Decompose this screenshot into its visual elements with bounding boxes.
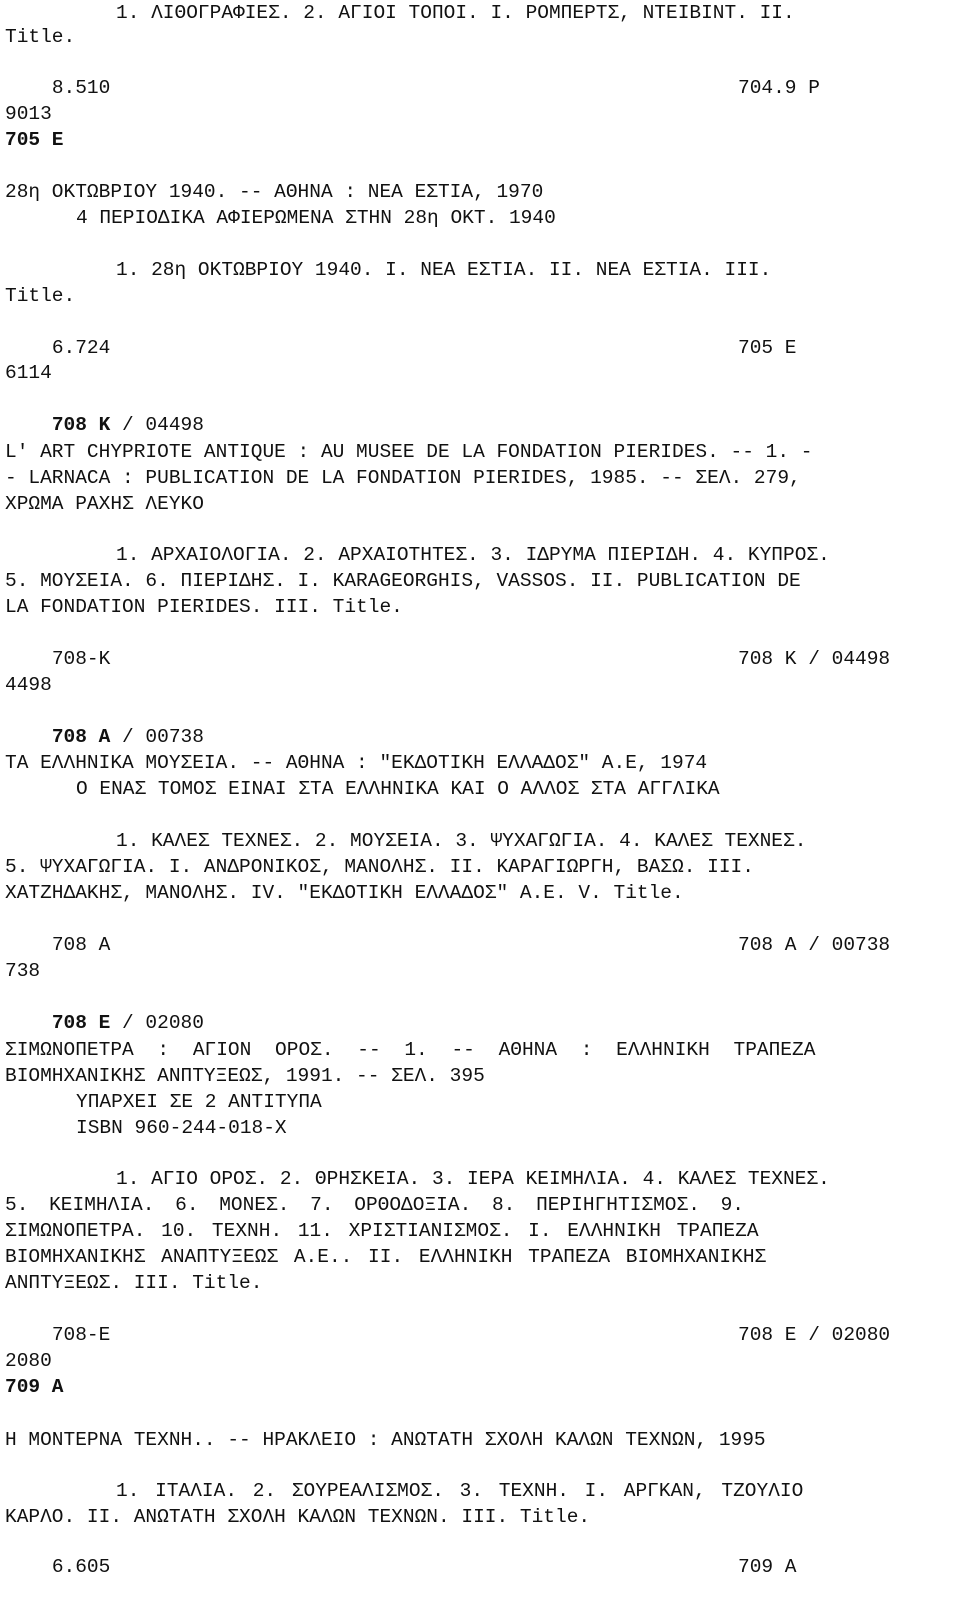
classification-line bbox=[5, 1296, 955, 1346]
shelf-mark: 704.9 Ρ bbox=[738, 77, 820, 99]
subject-line: ΧΑΤΖΗΔΑΚΗΣ, ΜΑΝΟΛΗΣ. IV. "ΕΚΔΟΤΙΚΗ ΕΛΛΑΔΟΣ" Α.Ε. V. Title. bbox=[5, 882, 684, 904]
call-number: 8.510 bbox=[51, 77, 111, 99]
subject-line: ΒΙΟΜΗΧΑΝΙΚΗΣ ΑΝΑΠΤΥΞΕΩΣ Α.Ε.. II. ΕΛΛΗΝΙΚΗ ΤΡΑΠΕΖΑ ΒΙΟΜΗΧΑΝΙΚΗΣ bbox=[5, 1246, 767, 1268]
note-line: Ο ΕΝΑΣ ΤΟΜΟΣ ΕΙΝΑΙ ΣΤΑ ΕΛΛΗΝΙΚΑ ΚΑΙ Ο ΑΛΛΟΣ ΣΤΑ ΑΓΓΛΙΚΑ bbox=[76, 778, 720, 800]
shelf-mark: 708 Ε / 02080 bbox=[738, 1324, 891, 1346]
record-shelf-mark: 705 Ε bbox=[5, 129, 64, 151]
title-line: 28η ΟΚΤΩΒΡΙΟΥ 1940. -- ΑΘΗΝΑ : ΝΕΑ ΕΣΤΙΑ, 1970 bbox=[5, 181, 544, 203]
shelf-number: / 00738 bbox=[110, 726, 204, 748]
classification-line bbox=[5, 906, 955, 956]
classification-line bbox=[5, 49, 955, 99]
record-id: 4498 bbox=[5, 674, 52, 696]
note-line: ΥΠΑΡΧΕΙ ΣΕ 2 ΑΝΤΙΤΥΠΑ bbox=[76, 1091, 322, 1113]
call-number: 708-Ε bbox=[51, 1324, 111, 1346]
shelf-mark: 705 Ε bbox=[738, 337, 797, 359]
record-shelf-mark: 709 Α bbox=[5, 1376, 64, 1398]
record-shelf-mark bbox=[5, 984, 955, 1034]
subject-line: 1. 28η ΟΚΤΩΒΡΙΟΥ 1940. I. ΝΕΑ ΕΣΤΙΑ. II. ΝΕΑ ΕΣΤΙΑ. III. bbox=[116, 259, 772, 281]
record-shelf-mark bbox=[5, 698, 955, 748]
subject-line: LA FONDATION PIERIDES. III. Title. bbox=[5, 596, 403, 618]
subject-line: 5. ΨΥΧΑΓΩΓΙΑ. I. ΑΝΔΡΟΝΙΚΟΣ, ΜΑΝΟΛΗΣ. II. ΚΑΡΑΓΙΩΡΓΗ, ΒΑΣΩ. III. bbox=[5, 856, 754, 878]
title-line: ΣΙΜΩΝΟΠΕΤΡΑ : ΑΓΙΟΝ ΟΡΟΣ. -- 1. -- ΑΘΗΝΑ : ΕΛΛΗΝΙΚΗ ΤΡΑΠΕΖΑ bbox=[5, 1039, 816, 1061]
call-number: 6.605 bbox=[51, 1556, 111, 1578]
subject-line: Title. bbox=[5, 26, 76, 48]
subject-line: ΣΙΜΩΝΟΠΕΤΡΑ. 10. ΤΕΧΝΗ. 11. ΧΡΙΣΤΙΑΝΙΣΜΟΣ. I. ΕΛΛΗΝΙΚΗ ΤΡΑΠΕΖΑ bbox=[5, 1220, 759, 1242]
title-line: ΤΑ ΕΛΛΗΝΙΚΑ ΜΟΥΣΕΙΑ. -- ΑΘΗΝΑ : "ΕΚΔΟΤΙΚΗ ΕΛΛΑΔΟΣ" Α.Ε, 1974 bbox=[5, 752, 708, 774]
shelf-mark: 708 Α / 00738 bbox=[738, 934, 891, 956]
subject-line: 1. ΑΓΙΟ ΟΡΟΣ. 2. ΘΡΗΣΚΕΙΑ. 3. ΙΕΡΑ ΚΕΙΜΗΛΙΑ. 4. ΚΑΛΕΣ ΤΕΧΝΕΣ. bbox=[116, 1168, 830, 1190]
record-id: 738 bbox=[5, 960, 41, 982]
call-number: 708 Α bbox=[51, 934, 111, 956]
subject-line: 5. ΜΟΥΣΕΙΑ. 6. ΠΙΕΡΙΔΗΣ. I. KARAGEORGHIS, VASSOS. II. PUBLICATION DE bbox=[5, 570, 801, 592]
subject-line: ΚΑΡΛΟ. II. ΑΝΩΤΑΤΗ ΣΧΟΛΗ ΚΑΛΩΝ ΤΕΧΝΩΝ. III. Title. bbox=[5, 1506, 591, 1528]
title-line: ΒΙΟΜΗΧΑΝΙΚΗΣ ΑΝΠΤΥΞΕΩΣ, 1991. -- ΣΕΛ. 395 bbox=[5, 1065, 485, 1087]
record-id: 2080 bbox=[5, 1350, 52, 1372]
record-id: 9013 bbox=[5, 103, 52, 125]
subject-line: 1. ΚΑΛΕΣ ΤΕΧΝΕΣ. 2. ΜΟΥΣΕΙΑ. 3. ΨΥΧΑΓΩΓΙΑ. 4. ΚΑΛΕΣ ΤΕΧΝΕΣ. bbox=[116, 830, 807, 852]
shelf-mark: 708 Κ / 04498 bbox=[738, 648, 891, 670]
shelf-number: / 04498 bbox=[110, 414, 204, 436]
title-line: - LARNACA : PUBLICATION DE LA FONDATION PIERIDES, 1985. -- ΣΕΛ. 279, bbox=[5, 467, 801, 489]
shelf-mark: 709 Α bbox=[738, 1556, 797, 1578]
title-line: Η ΜΟΝΤΕΡΝΑ ΤΕΧΝΗ.. -- ΗΡΑΚΛΕΙΟ : ΑΝΩΤΑΤΗ ΣΧΟΛΗ ΚΑΛΩΝ ΤΕΧΝΩΝ, 1995 bbox=[5, 1429, 766, 1451]
isbn-line: ISBN 960-244-018-X bbox=[76, 1117, 287, 1139]
subject-line: 1. ΑΡΧΑΙΟΛΟΓΙΑ. 2. ΑΡΧΑΙΟΤΗΤΕΣ. 3. ΙΔΡΥΜΑ ΠΙΕΡΙΔΗ. 4. ΚΥΠΡΟΣ. bbox=[116, 544, 830, 566]
call-number: 6.724 bbox=[51, 337, 111, 359]
record-id: 6114 bbox=[5, 362, 52, 384]
classification-line bbox=[5, 309, 955, 359]
record-shelf-mark bbox=[5, 386, 955, 436]
call-number: 708-Κ bbox=[51, 648, 111, 670]
shelf-code: 708 Α bbox=[51, 726, 111, 748]
subject-line: 1. ΛΙΘΟΓΡΑΦΙΕΣ. 2. ΑΓΙΟΙ ΤΟΠΟΙ. I. ΡΟΜΠΕΡΤΣ, ΝΤΕΙΒΙΝΤ. II. bbox=[116, 2, 795, 24]
title-line: ΧΡΩΜΑ ΡΑΧΗΣ ΛΕΥΚΟ bbox=[5, 493, 204, 515]
note-line: 4 ΠΕΡΙΟΔΙΚΑ ΑΦΙΕΡΩΜΕΝΑ ΣΤΗΝ 28η ΟΚΤ. 1940 bbox=[76, 207, 556, 229]
subject-line: ΑΝΠΤΥΞΕΩΣ. III. Title. bbox=[5, 1272, 263, 1294]
subject-line: 1. ΙΤΑΛΙΑ. 2. ΣΟΥΡΕΑΛΙΣΜΟΣ. 3. ΤΕΧΝΗ. I. ΑΡΓΚΑΝ, ΤΖΟΥΛΙΟ bbox=[116, 1480, 804, 1502]
subject-line: Title. bbox=[5, 285, 76, 307]
shelf-code: 708 Ε bbox=[51, 1012, 111, 1034]
classification-line bbox=[5, 1528, 955, 1578]
classification-line bbox=[5, 620, 955, 670]
title-line: L' ART CHYPRIOTE ANTIQUE : AU MUSEE DE LA FONDATION PIERIDES. -- 1. - bbox=[5, 441, 813, 463]
shelf-code: 708 Κ bbox=[51, 414, 111, 436]
shelf-number: / 02080 bbox=[110, 1012, 204, 1034]
subject-line: 5. ΚΕΙΜΗΛΙΑ. 6. ΜΟΝΕΣ. 7. ΟΡΘΟΔΟΞΙΑ. 8. ΠΕΡΙΗΓΗΤΙΣΜΟΣ. 9. bbox=[5, 1194, 745, 1216]
